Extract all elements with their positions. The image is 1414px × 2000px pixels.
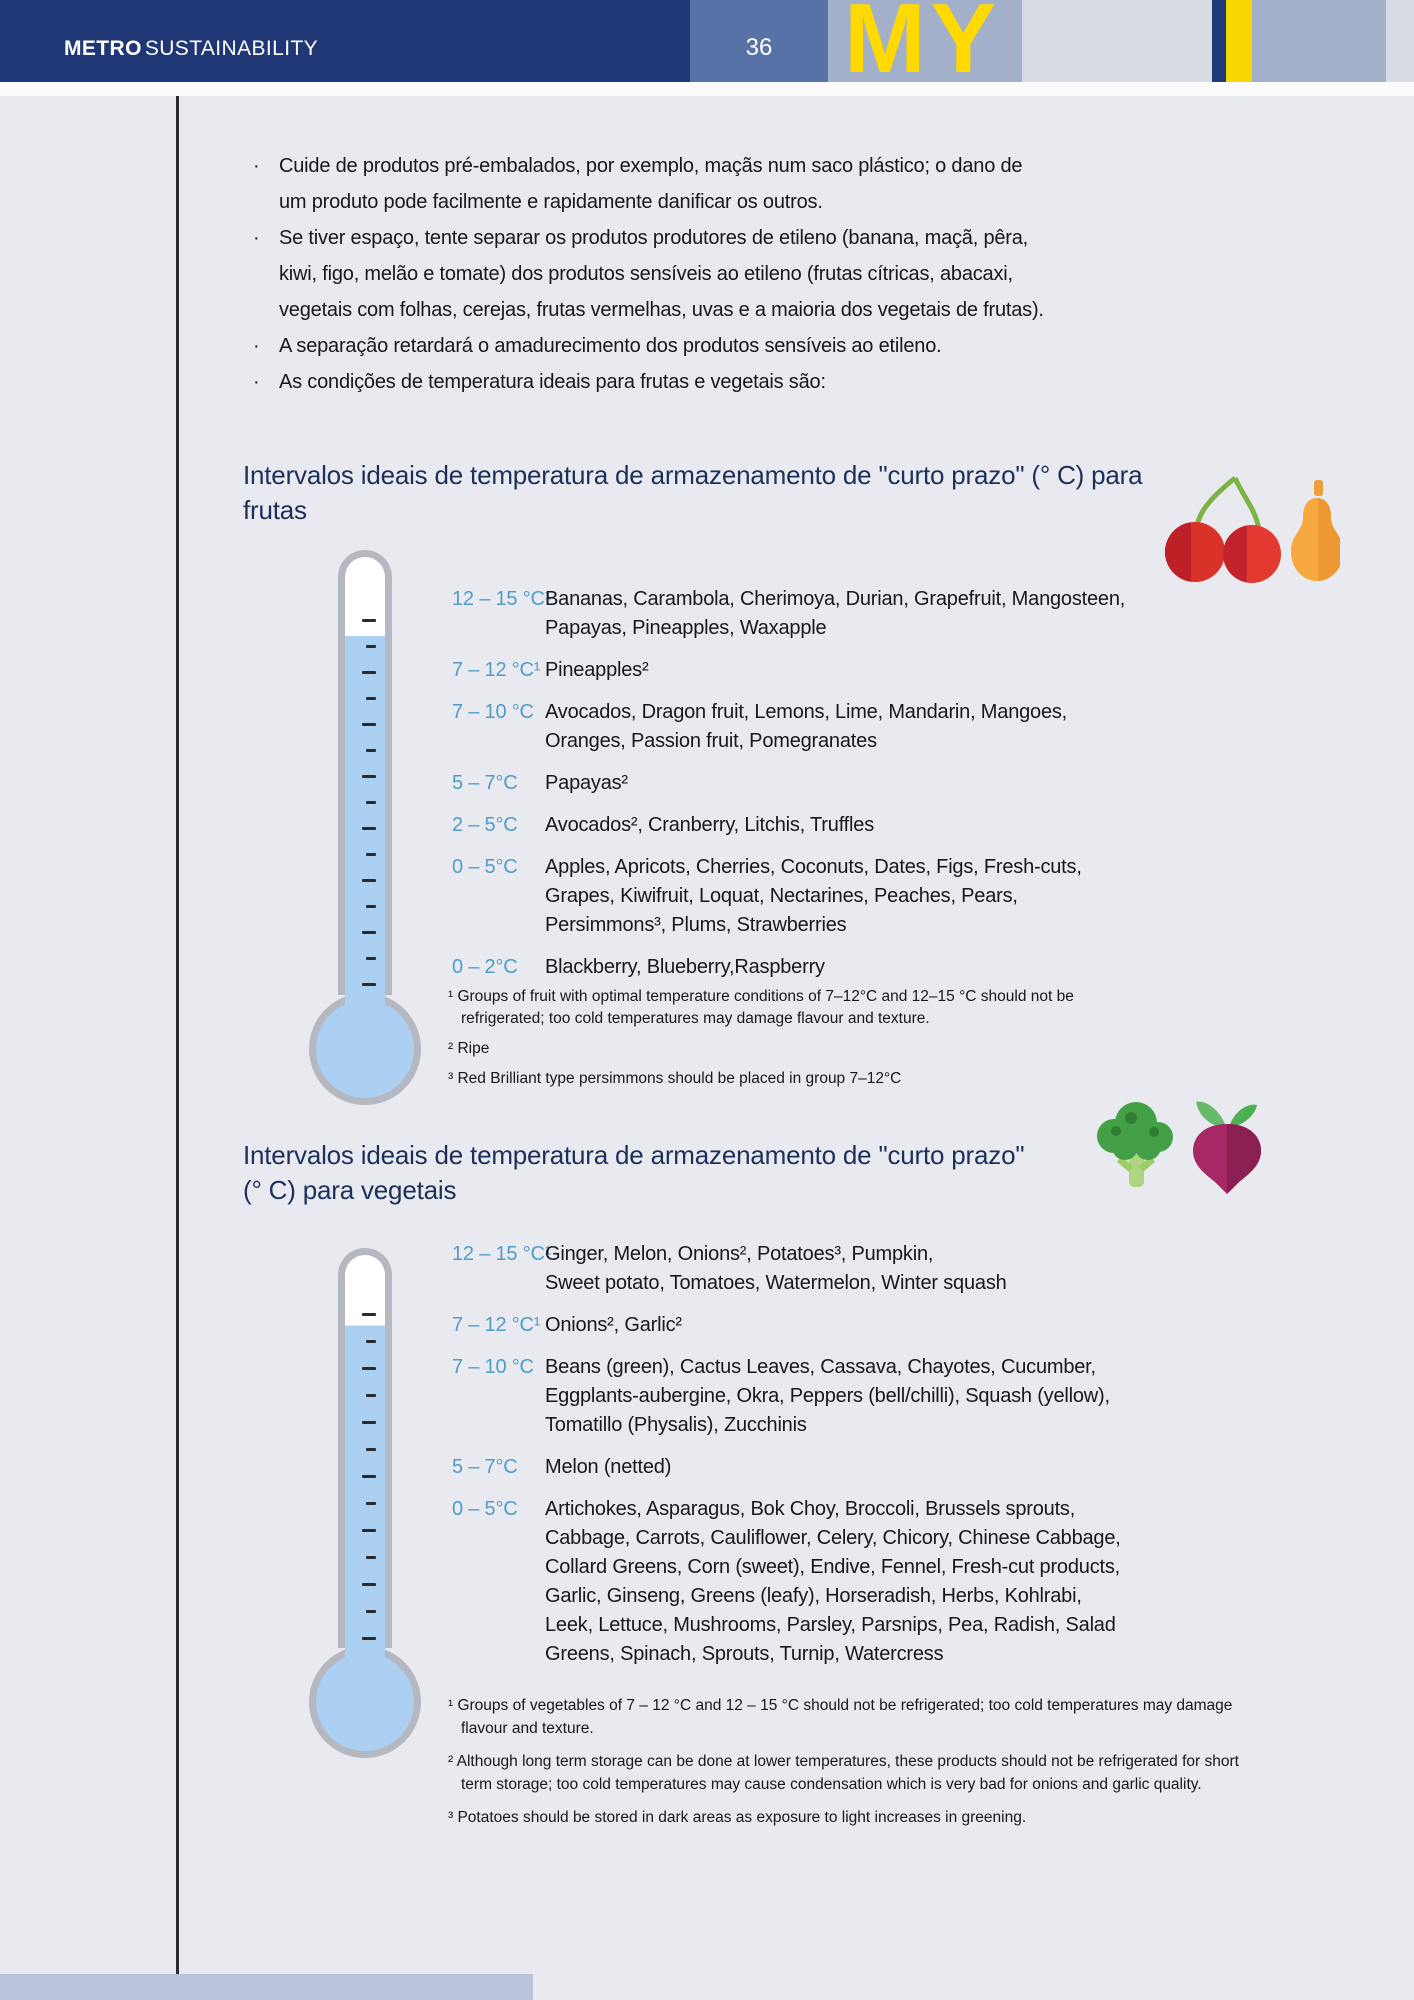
- thermometer-tick: [366, 1340, 376, 1343]
- thermometer-tick: [366, 1448, 376, 1451]
- thermometer-tick: [366, 1556, 376, 1559]
- thermometer-tick: [362, 1583, 376, 1586]
- cherries-icon: [1165, 478, 1281, 583]
- decor-stripe-yellow: [1226, 0, 1252, 82]
- bottom-accent-bar: [0, 1974, 533, 2000]
- thermometer-tick: [366, 697, 376, 700]
- thermometer-tick: [362, 1313, 376, 1316]
- fruit-title-line1: Intervalos ideais de temperatura de armazenamento de "curto prazo" (° C) para: [243, 460, 1143, 490]
- thermometer-fruits: [307, 550, 423, 1105]
- temp-items: Apples, Apricots, Cherries, Coconuts, Dates, Figs, Fresh-cuts, Grapes, Kiwifruit, Loquat, Nectarines, Peaches, Pears, Persimmons³, Plums, Strawberries: [545, 856, 1082, 936]
- header-decor-stripes: [828, 0, 1414, 82]
- bullet-marker: ·: [253, 371, 260, 393]
- decor-stripe-light-right: [1386, 0, 1414, 82]
- thermometer-tube: [338, 1248, 392, 1648]
- brand-bold: METRO: [64, 37, 142, 60]
- vegetable-icons: [1085, 1094, 1275, 1194]
- footnote-item: ² Although long term storage can be done at lower temperatures, these products should not be refrigerated for short term storage; too cold temperatures may cause condensation which is very bad for onions and garlic quality.: [448, 1753, 1239, 1793]
- thermometer-tick: [366, 801, 376, 804]
- temp-range-row: [452, 1240, 1142, 1298]
- bullet-marker: ·: [253, 155, 260, 177]
- thermometer-tick: [362, 1421, 376, 1424]
- metro-sustainability-logo: [64, 37, 318, 61]
- temp-range-row: [452, 1353, 1142, 1440]
- temp-range-row: [452, 953, 1142, 982]
- temp-range-row: [452, 853, 1142, 940]
- temp-range-label: 2 – 5°C: [452, 814, 518, 836]
- temp-items: Melon (netted): [545, 1456, 672, 1478]
- temp-range-row: [452, 1453, 1142, 1482]
- veg-title-line2: (° C) para vegetais: [243, 1175, 457, 1205]
- thermometer-tick: [366, 1610, 376, 1613]
- thermometer-tick: [366, 1502, 376, 1505]
- temp-range-row: [452, 656, 1142, 685]
- temp-range-label: 7 – 12 °C¹: [452, 659, 541, 681]
- temp-range-label: 12 – 15 °C¹: [452, 588, 552, 610]
- temp-table-vegetables: [452, 1240, 1142, 1682]
- bullet-text: As condições de temperatura ideais para frutas e vegetais são:: [279, 371, 826, 393]
- temp-range-label: 12 – 15 °C¹: [452, 1243, 552, 1265]
- temp-range-row: [452, 769, 1142, 798]
- temp-range-label: 0 – 5°C: [452, 1498, 518, 1520]
- bullet-text: Cuide de produtos pré-embalados, por exemplo, maçãs num saco plástico; o dano de um produto pode facilmente e rapidamente danificar os outros.: [279, 155, 1023, 213]
- thermometer-tick: [366, 853, 376, 856]
- footnote-item: ¹ Groups of fruit with optimal temperature conditions of 7–12°C and 12–15 °C should not be refrigerated; too cold temperatures may damage flavour and texture.: [448, 988, 1074, 1027]
- decor-stripe-light: [1022, 0, 1212, 82]
- bullet-item: [253, 364, 1053, 400]
- header-bar: [0, 0, 1414, 82]
- page-number: 36: [690, 0, 828, 82]
- temp-range-label: 7 – 12 °C¹: [452, 1314, 541, 1336]
- thermometer-tick: [362, 983, 376, 986]
- temp-items: Blackberry, Blueberry,Raspberry: [545, 956, 825, 978]
- broccoli-icon: [1097, 1102, 1173, 1187]
- beet-icon: [1193, 1102, 1263, 1194]
- temp-items: Ginger, Melon, Onions², Potatoes³, Pumpkin, Sweet potato, Tomatoes, Watermelon, Winter squash: [545, 1243, 1007, 1294]
- temp-range-label: 5 – 7°C: [452, 1456, 518, 1478]
- temp-range-label: 7 – 10 °C: [452, 1356, 534, 1378]
- header-bottom-white-band: [0, 82, 1414, 96]
- footnote-item: ³ Red Brilliant type persimmons should be placed in group 7–12°C: [448, 1070, 902, 1087]
- thermometer-tick: [362, 827, 376, 830]
- temp-range-row: [452, 585, 1142, 643]
- bullet-text: A separação retardará o amadurecimento dos produtos sensíveis ao etileno.: [279, 335, 942, 357]
- temp-items: Pineapples²: [545, 659, 649, 681]
- temp-range-label: 0 – 5°C: [452, 856, 518, 878]
- my-watermark-letters: MY: [844, 0, 1001, 82]
- thermometer-tick: [362, 1637, 376, 1640]
- thermometer-tick: [362, 1367, 376, 1370]
- footnotes-fruits: [448, 986, 1148, 1098]
- thermometer-tick: [366, 1394, 376, 1397]
- temp-range-label: 7 – 10 °C: [452, 701, 534, 723]
- temp-items: Papayas²: [545, 772, 628, 794]
- header-navy-segment: [0, 0, 690, 82]
- broccoli-and-beet-illustration: [1085, 1094, 1275, 1194]
- bullet-item: [253, 328, 1053, 364]
- temp-range-row: [452, 811, 1142, 840]
- thermometer-tick: [362, 723, 376, 726]
- bullet-text: Se tiver espaço, tente separar os produtos produtores de etileno (banana, maçã, pêra, kiwi, figo, melão e tomate) dos produtos sensíveis ao etileno (frutas cítricas, abacaxi, vegetais com folhas, cerejas, frutas vermelhas, uvas e a maioria dos vegetais de frutas).: [279, 227, 1044, 321]
- cherries-and-pear-illustration: [1140, 472, 1340, 584]
- temp-items: Artichokes, Asparagus, Bok Choy, Broccoli, Brussels sprouts, Cabbage, Carrots, Cauliflower, Celery, Chicory, Chinese Cabbage, Collard Greens, Corn (sweet), Endive, Fennel, Fresh-cut products, Garlic, Ginseng, Greens (leafy), Horseradish, Herbs, Kohlrabi, Leek, Lettuce, Mushrooms, Parsley, Parsnips, Pea, Radish, Salad Greens, Spinach, Sprouts, Turnip, Watercress: [545, 1498, 1121, 1665]
- temp-range-row: [452, 1495, 1142, 1669]
- thermometer-tick: [366, 749, 376, 752]
- fruit-title-line2: frutas: [243, 495, 307, 525]
- thermometer-tick: [366, 957, 376, 960]
- bullet-item: [253, 148, 1053, 220]
- thermometer-tick: [362, 775, 376, 778]
- temp-items: Avocados, Dragon fruit, Lemons, Lime, Mandarin, Mangoes, Oranges, Passion fruit, Pomegranates: [545, 701, 1068, 752]
- temp-items: Beans (green), Cactus Leaves, Cassava, Chayotes, Cucumber, Eggplants-aubergine, Okra, Peppers (bell/chilli), Squash (yellow), Tomatillo (Physalis), Zucchinis: [545, 1356, 1110, 1436]
- left-vertical-rule: [176, 96, 179, 2000]
- thermometer-bulb: [309, 1646, 421, 1758]
- temp-range-label: 0 – 2°C: [452, 956, 518, 978]
- thermometer-tick: [362, 1529, 376, 1532]
- thermometer-tube: [338, 550, 392, 995]
- footnote-item: ² Ripe: [448, 1040, 490, 1057]
- thermometer-vegetables: [307, 1248, 423, 1758]
- temp-items: Onions², Garlic²: [545, 1314, 682, 1336]
- temp-range-row: [452, 698, 1142, 756]
- veg-title-line1: Intervalos ideais de temperatura de armazenamento de "curto prazo": [243, 1140, 1025, 1170]
- temp-table-fruits: [452, 585, 1142, 995]
- pear-icon: [1291, 480, 1340, 584]
- bullet-list: [253, 148, 1053, 400]
- thermometer-tick: [366, 905, 376, 908]
- bullet-marker: ·: [253, 335, 260, 357]
- footnotes-vegetables: [448, 1694, 1263, 1839]
- thermometer-bulb: [309, 993, 421, 1105]
- footnote-item: ¹ Groups of vegetables of 7 – 12 °C and 12 – 15 °C should not be refrigerated; too cold temperatures may damage flavour and texture.: [448, 1697, 1233, 1737]
- bullet-marker: ·: [253, 227, 260, 249]
- thermometer-tick: [362, 879, 376, 882]
- temp-range-label: 5 – 7°C: [452, 772, 518, 794]
- temp-items: Avocados², Cranberry, Litchis, Truffles: [545, 814, 875, 836]
- brand-regular: SUSTAINABILITY: [144, 37, 319, 60]
- fruit-icons: [1140, 472, 1340, 584]
- thermometer-tick: [362, 1475, 376, 1478]
- footnote-item: ³ Potatoes should be stored in dark areas as exposure to light increases in greening.: [448, 1809, 1027, 1826]
- thermometer-tick: [362, 619, 376, 622]
- bullet-item: [253, 220, 1053, 328]
- thermometer-tick: [362, 931, 376, 934]
- decor-stripe-navy: [1212, 0, 1226, 82]
- temp-range-row: [452, 1311, 1142, 1340]
- temp-items: Bananas, Carambola, Cherimoya, Durian, Grapefruit, Mangosteen, Papayas, Pineapples, Waxapple: [545, 588, 1126, 639]
- thermometer-tick: [366, 645, 376, 648]
- thermometer-tick: [362, 671, 376, 674]
